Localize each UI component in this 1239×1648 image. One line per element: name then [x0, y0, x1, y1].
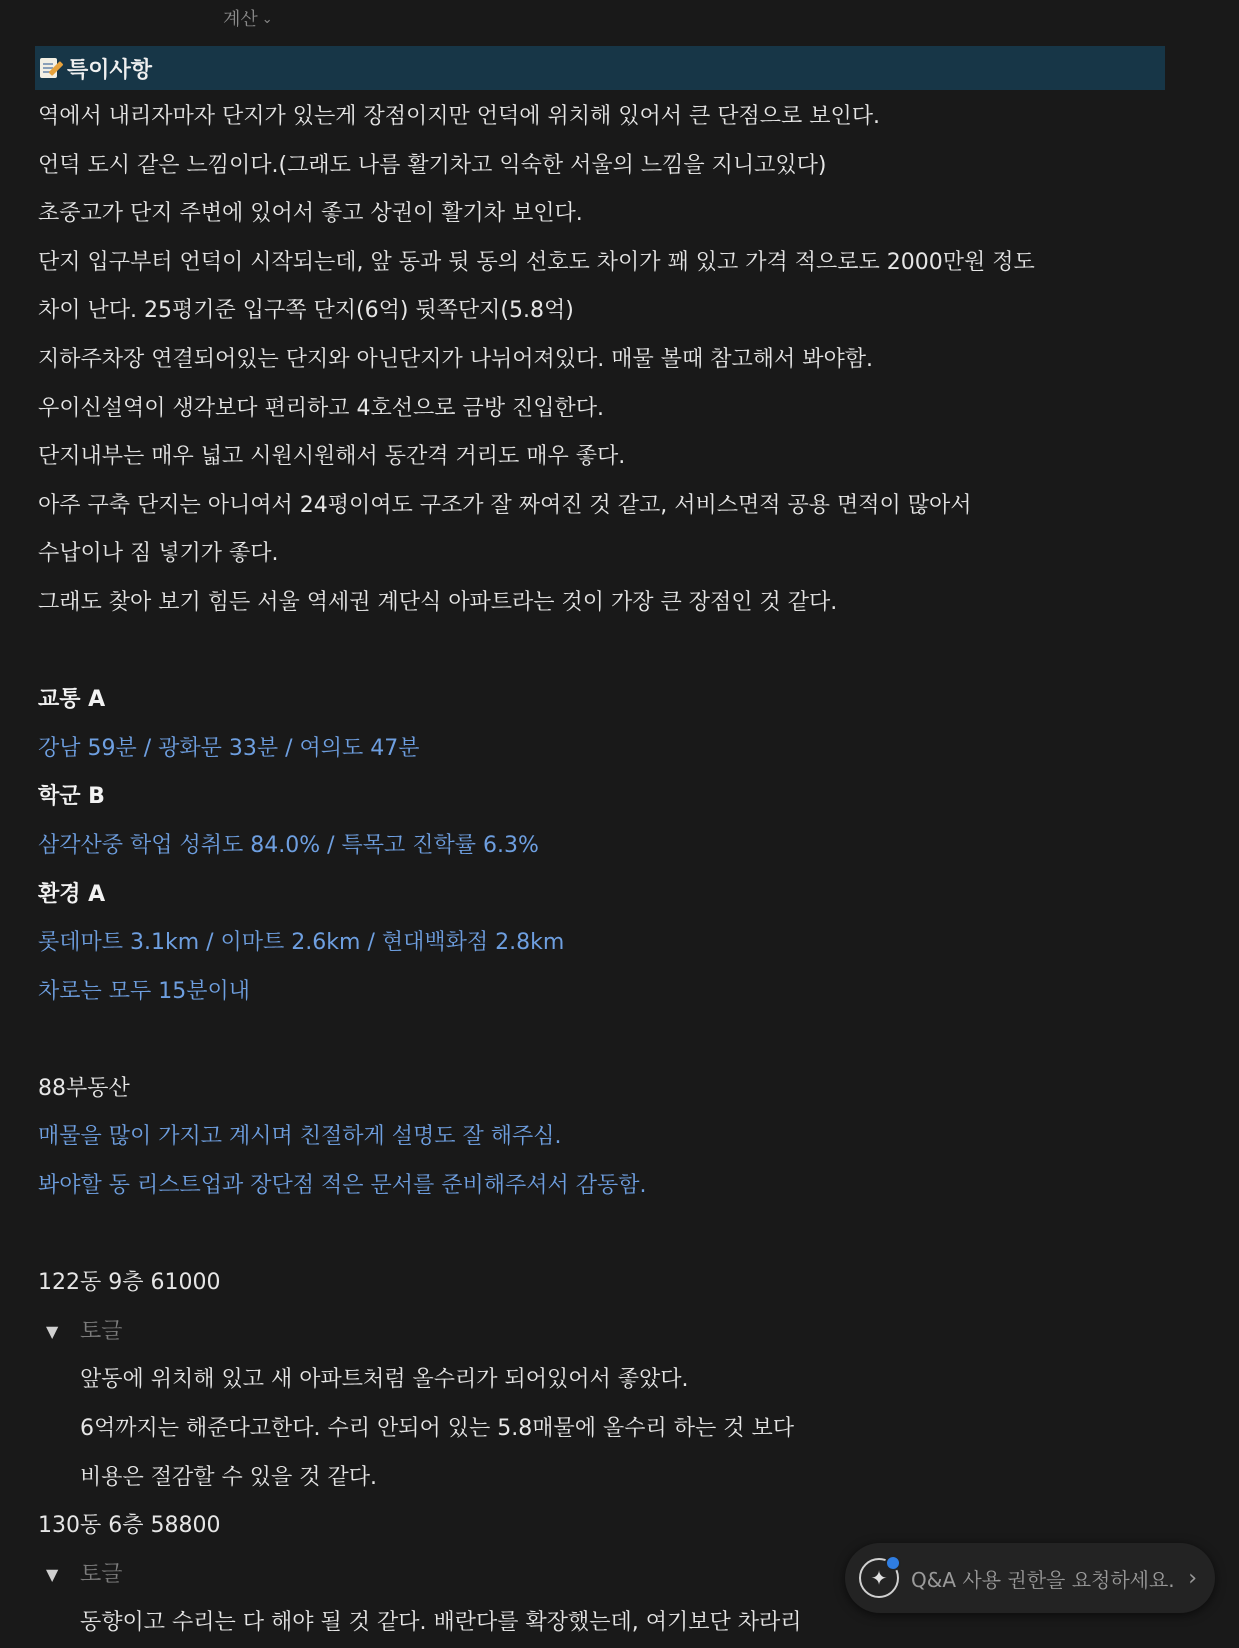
note-line: 차이 난다. 25평기준 입구쪽 단지(6억) 뒷쪽단지(5.8억): [38, 298, 574, 324]
triangle-down-icon[interactable]: ▼: [46, 1321, 59, 1341]
toggle-label: 토글: [80, 1561, 123, 1587]
chevron-down-icon: ⌄: [261, 11, 273, 27]
notification-dot: [885, 1555, 901, 1571]
toggle-label: 토글: [80, 1318, 123, 1344]
note-line: 단지 입구부터 언덕이 시작되는데, 앞 동과 뒷 동의 선호도 차이가 꽤 있고 가격 적으로도 2000만원 정도: [38, 249, 1035, 275]
listing-title: 130동 6층 58800: [38, 1513, 221, 1539]
memo-icon: [39, 56, 61, 80]
toggle-content-line: 6억까지는 해준다고한다. 수리 안되어 있는 5.8매물에 올수리 하는 것 보다: [80, 1416, 794, 1442]
listing-title: 122동 9층 61000: [38, 1270, 221, 1296]
note-line: 그래도 찾아 보기 힘든 서울 역세권 계단식 아파트라는 것이 가장 큰 장점인 것 같다.: [38, 589, 838, 615]
traffic-title: 교통 A: [38, 687, 106, 713]
calc-dropdown[interactable]: [223, 0, 273, 36]
agency-comment: 매물을 많이 가지고 계시며 친절하게 설명도 잘 해주심.: [38, 1124, 562, 1150]
environment-title: 환경 A: [38, 881, 106, 907]
sparkle-icon: ✦: [859, 1558, 899, 1598]
note-line: 우이신설역이 생각보다 편리하고 4호선으로 금방 진입한다.: [38, 395, 605, 421]
empty-line: [38, 1211, 1158, 1260]
toggle-content-line: 비용은 절감할 수 있을 것 같다.: [80, 1464, 377, 1490]
school-detail: 삼각산중 학업 성취도 84.0% / 특목고 진학률 6.3%: [38, 832, 539, 858]
qa-request-label: Q&A 사용 권한을 요청하세요.: [911, 1567, 1175, 1592]
page-content: [38, 93, 1158, 1648]
agency-comment: 봐야할 동 리스트업과 장단점 적은 문서를 준비해주셔서 감동함.: [38, 1173, 647, 1199]
empty-line: [38, 628, 1158, 677]
school-title: 학군 B: [38, 784, 105, 810]
callout-title: 특이사항: [67, 57, 153, 83]
qa-request-button[interactable]: [845, 1543, 1215, 1613]
note-line: 역에서 내리자마자 단지가 있는게 장점이지만 언덕에 위치해 있어서 큰 단점으로 보인다.: [38, 104, 880, 129]
agency-name: 88부동산: [38, 1075, 130, 1101]
toggle-content-line: 앞동에 위치해 있고 새 아파트처럼 올수리가 되어있어서 좋았다.: [80, 1367, 689, 1393]
triangle-down-icon[interactable]: ▼: [46, 1564, 59, 1584]
callout-heading: [35, 46, 1165, 90]
note-line: 초중고가 단지 주변에 있어서 좋고 상권이 활기차 보인다.: [38, 201, 583, 227]
calc-dropdown-label: 계산: [223, 9, 258, 30]
note-line: 지하주차장 연결되어있는 단지와 아닌단지가 나뉘어져있다. 매물 볼때 참고해서 봐야함.: [38, 346, 874, 372]
traffic-detail: 강남 59분 / 광화문 33분 / 여의도 47분: [38, 735, 420, 761]
note-line: 아주 구축 단지는 아니여서 24평이여도 구조가 잘 짜여진 것 같고, 서비스면적 공용 면적이 많아서: [38, 492, 972, 518]
toggle-content-line: 동향이고 수리는 다 해야 될 것 같다. 배란다를 확장했는데, 여기보단 차라리: [80, 1610, 802, 1636]
empty-line: [38, 1016, 1158, 1065]
environment-detail: 차로는 모두 15분이내: [38, 978, 250, 1004]
environment-detail: 롯데마트 3.1km / 이마트 2.6km / 현대백화점 2.8km: [38, 930, 565, 956]
chevron-right-icon: ›: [1188, 1565, 1197, 1591]
note-line: 수납이나 짐 넣기가 좋다.: [38, 541, 279, 567]
note-line: 단지내부는 매우 넓고 시원시원해서 동간격 거리도 매우 좋다.: [38, 444, 626, 470]
toggle-block[interactable]: [38, 1308, 1158, 1357]
note-line: 언덕 도시 같은 느낌이다.(그래도 나름 활기차고 익숙한 서울의 느낌을 지니고있다): [38, 152, 827, 178]
